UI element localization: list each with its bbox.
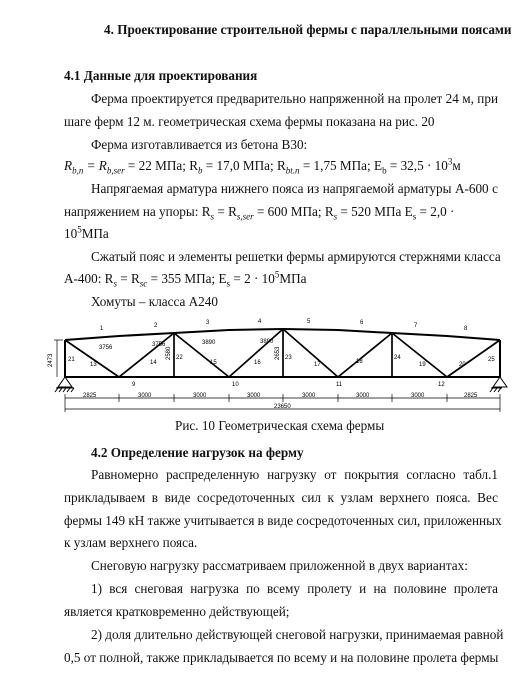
web-label: 14 <box>150 360 157 366</box>
formula-prestress-cont: $10^5МПа$ <box>64 224 109 241</box>
panel-dim: 3000 <box>193 393 207 399</box>
web-label: 20 <box>459 362 466 368</box>
web-label: 13 <box>90 362 97 368</box>
height-dim-label: 2473 <box>48 353 54 367</box>
panel-dim: 3000 <box>356 393 370 399</box>
bottom-chord-label-10: 10 <box>232 382 239 388</box>
top-chord-label-7: 7 <box>414 323 418 329</box>
figure-caption: Рис. 10 Геометрическая схема фермы <box>175 418 385 433</box>
paragraph-line: Хомуты – класса А240 <box>91 294 218 309</box>
formula-concrete: $R_{b,n} = R_{b,ser} = 22$ МПа; $R_b = 17,0$ МПа; $R_{bt.n} = 1,75$ МПа; $E_b = 32,5 \cdot 10^3м$ <box>64 156 461 176</box>
section-4-2-title: 4.2 Определение нагрузок на ферму <box>91 445 304 460</box>
web-label: 17 <box>314 362 321 368</box>
bottom-chord-label-9: 9 <box>132 382 136 388</box>
web-label: 18 <box>356 359 363 365</box>
top-chord-label-1: 1 <box>100 326 104 332</box>
formula-prestress: напряжением на упоры: $R_s = R_{s,ser} = 600$ МПа; $R_s = 520$ МПа $E_s = 2,0$ · <box>64 204 455 222</box>
paragraph-line: Сжатый пояс и элементы решетки фермы армируются стержнями класса <box>91 249 501 264</box>
paragraph-line: Напрягаемая арматура нижнего пояса из напрягаемой арматуры А-600 с <box>91 181 498 196</box>
panel-dim: 3000 <box>302 393 316 399</box>
panel-dim: 2825 <box>83 393 97 399</box>
paragraph-line: фермы 149 кН также учитывается в виде сосредоточенных сил, приложенных <box>64 513 502 528</box>
diagonal-length: 3756 <box>99 345 113 351</box>
truss-diagram <box>48 316 502 414</box>
paragraph-line: Ферма изготавливается из бетона В30: <box>91 137 308 152</box>
paragraph-line: Равномерно распределенную нагрузку от покрытия согласно табл.1 <box>91 467 498 482</box>
paragraph-line: Снеговую нагрузку рассматриваем приложенной в двух вариантах: <box>91 558 468 573</box>
web-label: 16 <box>254 360 261 366</box>
bottom-chord-label-12: 12 <box>438 382 445 388</box>
diagonal-length: 3890 <box>202 340 216 346</box>
web-label: 24 <box>394 355 401 361</box>
panel-dim: 3000 <box>138 393 152 399</box>
section-4-1-title: 4.1 Данные для проектирования <box>64 68 258 83</box>
diagonal-length: 3890 <box>260 339 274 345</box>
web-label: 25 <box>488 357 495 363</box>
top-chord-label-4: 4 <box>258 319 262 325</box>
top-chord-label-6: 6 <box>360 320 364 326</box>
paragraph-line: 0,5 от полной, также прикладывается по всему и на половине пролета фермы <box>64 650 499 665</box>
web-label: 19 <box>419 362 426 368</box>
diagonal-length: 3756 <box>152 342 166 348</box>
truss-figure <box>48 316 502 414</box>
paragraph-line: Ферма проектируется предварительно напряженной на пролет 24 м, при <box>91 91 498 106</box>
paragraph-line: 2) доля длительно действующей снеговой нагрузки, принимаемая равной <box>91 627 504 642</box>
paragraph-line: 1) вся снеговая нагрузка по всему пролету и на половине пролета <box>91 581 498 596</box>
paragraph-line: является кратковременно действующей; <box>64 604 290 619</box>
panel-dim: 3000 <box>247 393 261 399</box>
total-dim: 23650 <box>274 404 291 410</box>
vertical-height: 2653 <box>275 346 281 360</box>
paragraph-line: шаге ферм 12 м. геометрическая схема фермы показана на рис. 20 <box>64 114 435 129</box>
web-label: 23 <box>285 355 292 361</box>
web-label: 15 <box>210 360 217 366</box>
panel-dim: 2825 <box>464 393 478 399</box>
bottom-chord-label-11: 11 <box>336 382 343 388</box>
paragraph-line: прикладываем в виде сосредоточенных сил к узлам верхнего пояса. Вес <box>64 490 498 505</box>
formula-rebar: А-400: $R_s = R_{sc} = 355$ МПа; $E_s = 2 \cdot 10^5МПа$ <box>64 269 307 289</box>
top-chord-label-2: 2 <box>154 323 158 329</box>
vertical-height: 2580 <box>166 346 172 360</box>
top-chord-label-8: 8 <box>464 326 468 332</box>
top-chord-label-3: 3 <box>206 320 210 326</box>
panel-dim: 3000 <box>411 393 425 399</box>
height-dimension <box>54 340 63 377</box>
page-heading: 4. Проектирование строительной фермы с параллельными поясами <box>104 22 512 37</box>
web-label: 21 <box>68 357 75 363</box>
web-label: 22 <box>176 355 183 361</box>
paragraph-line: к узлам верхнего пояса. <box>64 535 198 550</box>
top-chord-label-5: 5 <box>307 319 311 325</box>
